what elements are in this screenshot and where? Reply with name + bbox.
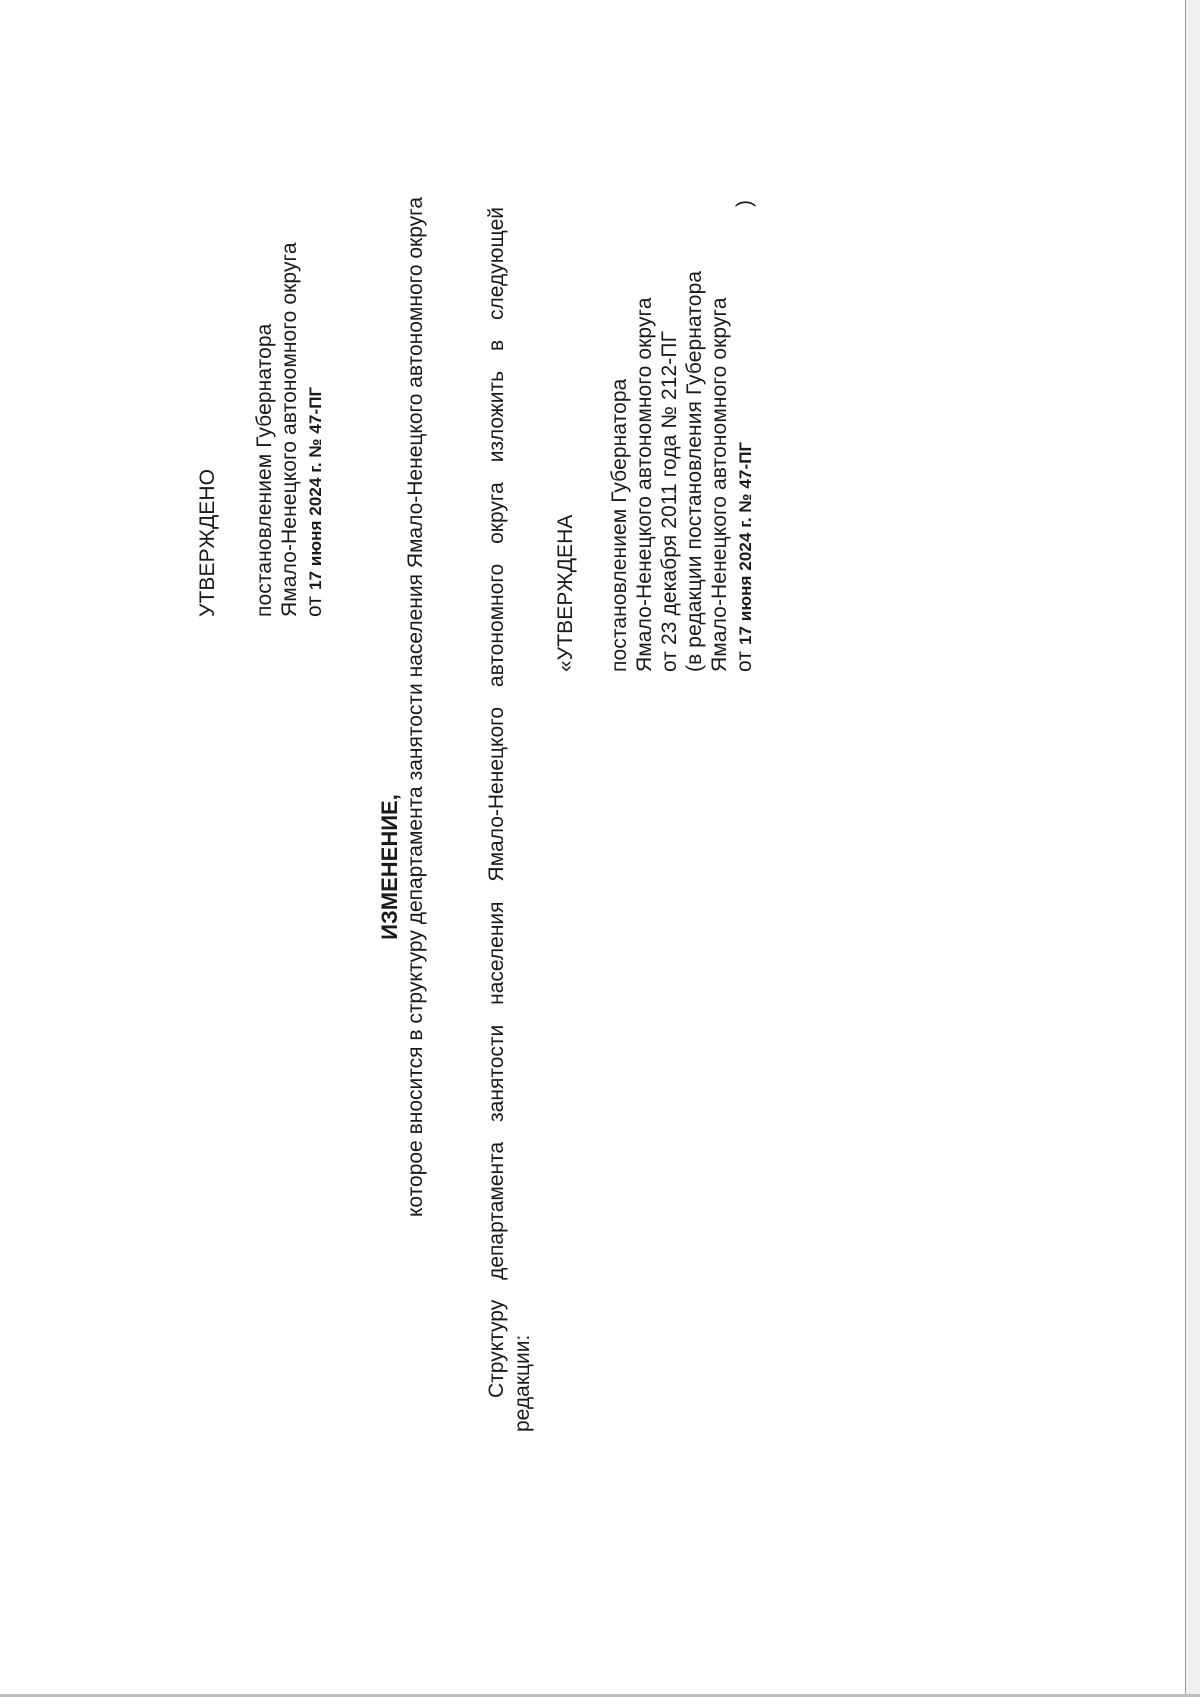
document-heading — [377, 196, 429, 1217]
approval-2-line5: Ямало-Ненецкого автономного округа — [708, 297, 731, 672]
approval-2-line2: Ямало-Ненецкого автономного округа — [633, 297, 656, 672]
approval-2-date-value: 17 июня 2024 г. № 47-ПГ — [736, 441, 755, 646]
approval-2-closing-paren: ) — [733, 199, 756, 207]
heading-subtitle: которое вносится в структуру департамента занятости населения Ямало-Ненецкого автономного округа — [404, 196, 427, 1217]
approval-1-date-value: 17 июня 2024 г. № 47-ПГ — [306, 386, 325, 591]
approval-1-title: УТВЕРЖДЕНО — [196, 468, 219, 617]
approval-1-line1: постановлением Губернатора — [253, 323, 276, 617]
approval-2-line3: от 23 декабря 2011 года № 212-ПГ — [658, 330, 681, 672]
approval-1-date-prefix: от — [303, 590, 326, 617]
approval-1-date — [302, 387, 329, 617]
approval-2-date — [732, 442, 759, 672]
body-paragraph: Структуру департамента занятости населения Ямало-Ненецкого автономного округа изложить в следующей редакции: — [485, 207, 534, 1432]
approval-2-line4: (в редакции постановления Губернатора — [683, 270, 706, 672]
approval-2-date-prefix: от — [733, 645, 756, 672]
approval-1-line2: Ямало-Ненецкого автономного округа — [278, 242, 301, 617]
heading-title: ИЗМЕНЕНИЕ, — [377, 794, 402, 940]
approval-2-title: «УТВЕРЖДЕНА — [554, 514, 577, 672]
approval-2-line1: постановлением Губернатора — [608, 378, 631, 672]
